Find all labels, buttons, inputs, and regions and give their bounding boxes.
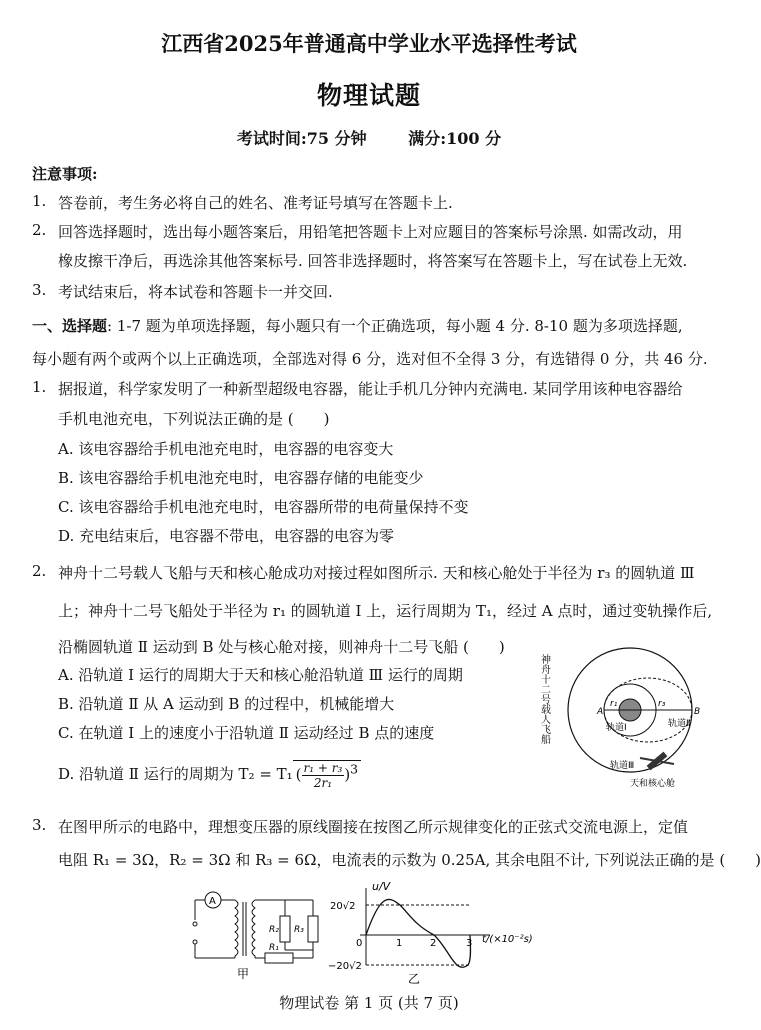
- station-label: 天和核心舱: [630, 779, 676, 789]
- q1-number: 1.: [32, 378, 47, 396]
- q2-formula-denominator: 2r₁: [313, 776, 333, 790]
- q1-option-c: C. 该电容器给手机电池充电时，电容器所带的电荷量保持不变: [58, 498, 469, 516]
- exam-time-score: [0, 126, 738, 149]
- r3-resistor: [308, 916, 318, 942]
- section-heading-rest: : 1-7 题为单项选择题，每小题只有一个正确选项，每小题 4 分. 8-10 题为多项选择题,: [107, 317, 683, 335]
- r1-label: r₁: [610, 699, 618, 709]
- section-heading-bold: 一、选择题: [32, 317, 108, 335]
- r2-resistor: [280, 916, 290, 942]
- notice-item-3: 考试结束后，将本试卷和答题卡一并交回.: [58, 283, 333, 301]
- r1-label: R₁: [269, 943, 279, 953]
- station-icon: [640, 752, 674, 771]
- notice-item-1: 答卷前，考生务必将自己的姓名、准考证号填写在答题卡上.: [58, 194, 453, 212]
- point-b-label: B: [694, 707, 701, 717]
- orbit-3-label: 轨道Ⅲ: [610, 761, 635, 771]
- q2-option-d: [58, 760, 361, 790]
- notice-item-2: 回答选择题时，选出每小题答案后，用铅笔把答题卡上对应题目的答案标号涂黑. 如需改动，用: [58, 223, 683, 241]
- q2-option-a: A. 沿轨道 Ⅰ 运行的周期大于天和核心舱沿轨道 Ⅲ 运行的周期: [58, 666, 463, 684]
- notice-num-2: 2.: [32, 221, 47, 239]
- exam-score: 满分:100 分: [408, 129, 502, 148]
- circuit-figure-jia: [185, 880, 325, 980]
- ship-label: 神舟十二号载人飞船: [538, 654, 550, 744]
- notice-item-2-cont: 橡皮擦干净后，再选涂其他答案标号. 回答非选择题时，将答案写在答题卡上，写在试卷上无效.: [58, 252, 688, 270]
- subject-title: 物理试题: [316, 81, 421, 110]
- figure-yi-caption: 乙: [408, 972, 421, 986]
- tick-1: 1: [396, 938, 403, 949]
- exam-title: 江西省2025年普通高中学业水平选择性考试: [161, 31, 577, 56]
- q2-option-c: C. 在轨道 Ⅰ 上的速度小于沿轨道 Ⅱ 运动经过 B 点的速度: [58, 724, 435, 742]
- q2-stem-line2: 上；神舟十二号飞船处于半径为 r₁ 的圆轨道 Ⅰ 上，运行周期为 T₁，经过 A 点时，通过变轨操作后,: [58, 602, 713, 620]
- q3-stem-line1: 在图甲所示的电路中，理想变压器的原线圈接在按图乙所示规律变化的正弦式交流电源上，定值: [58, 818, 689, 836]
- section-heading: [32, 315, 683, 336]
- y-min-label: −20√2: [328, 961, 362, 972]
- secondary-coil: [252, 900, 255, 958]
- figure-jia-caption: 甲: [237, 967, 250, 981]
- q2-formula-fraction: [302, 761, 345, 790]
- y-axis-label: u/V: [372, 880, 391, 893]
- q1-option-a: A. 该电容器给手机电池充电时，电容器的电容变大: [58, 440, 394, 458]
- r2-label: R₂: [269, 925, 279, 935]
- tick-0: 0: [356, 938, 363, 949]
- tick-3: 3: [466, 938, 473, 949]
- q2-formula-numerator: r₁ + r₃: [303, 761, 343, 775]
- y-max-label: 20√2: [330, 901, 356, 912]
- r3-label: R₃: [294, 925, 304, 935]
- sine-curve: [366, 899, 471, 967]
- r3-label: r₃: [658, 699, 666, 709]
- q2-formula-sqrt: ( $\frac{\text{r₁ + r₃}}{\text{2r₁}}$ )$^3$: [293, 760, 361, 790]
- q2-formula-exponent: 3: [350, 761, 359, 777]
- primary-coil: [235, 900, 238, 958]
- q1-option-b: B. 该电容器给手机电池充电时，电容器存储的电能变少: [58, 469, 424, 487]
- q2-stem-line3: 沿椭圆轨道 Ⅱ 运动到 B 处与核心舱对接，则神舟十二号飞船 ( ): [58, 638, 505, 656]
- q2-option-b: B. 沿轨道 Ⅱ 从 A 运动到 B 的过程中，机械能增大: [58, 695, 395, 713]
- point-a-label: A: [597, 707, 604, 717]
- x-axis-label: t/(×10⁻²s): [482, 934, 533, 945]
- q2-option-d-text: D. 沿轨道 Ⅱ 运行的周期为 T₂ = T₁: [58, 765, 293, 783]
- notice-heading: 注意事项:: [32, 165, 98, 183]
- exam-time: 考试时间:75 分钟: [236, 129, 367, 148]
- section-desc: 每小题有两个或两个以上正确选项，全部选对得 6 分，选对但不全得 3 分，有选错得 0 分，共 46 分.: [32, 350, 708, 368]
- page-footer: 物理试卷 第 1 页 (共 7 页): [279, 994, 459, 1012]
- orbit-1-label: 轨道Ⅰ: [606, 723, 627, 733]
- q2-stem-line1: 神舟十二号载人飞船与天和核心舱成功对接过程如图所示. 天和核心舱处于半径为 r₃ 的圆轨道 Ⅲ: [58, 564, 695, 582]
- waveform-figure-yi: [330, 880, 570, 985]
- orbit-2-label: 轨道Ⅱ: [668, 719, 691, 729]
- r1-resistor: [265, 953, 293, 963]
- q3-number: 3.: [32, 816, 47, 834]
- notice-num-1: 1.: [32, 192, 47, 210]
- q1-option-d: D. 充电结束后，电容器不带电，电容器的电容为零: [58, 527, 395, 545]
- q1-stem-line1: 据报道，科学家发明了一种新型超级电容器，能让手机几分钟内充满电. 某同学用该种电容器给: [58, 380, 683, 398]
- notice-num-3: 3.: [32, 281, 47, 299]
- orbit-figure: [540, 640, 720, 820]
- q1-stem-line2: 手机电池充电，下列说法正确的是 ( ): [58, 410, 330, 428]
- tick-2: 2: [430, 938, 437, 949]
- q3-stem-line2: 电阻 R₁ = 3Ω，R₂ = 3Ω 和 R₃ = 6Ω，电流表的示数为 0.25A, 其余电阻不计, 下列说法正确的是 ( ): [58, 851, 761, 869]
- ammeter-label: A: [209, 896, 216, 907]
- q2-number: 2.: [32, 562, 47, 580]
